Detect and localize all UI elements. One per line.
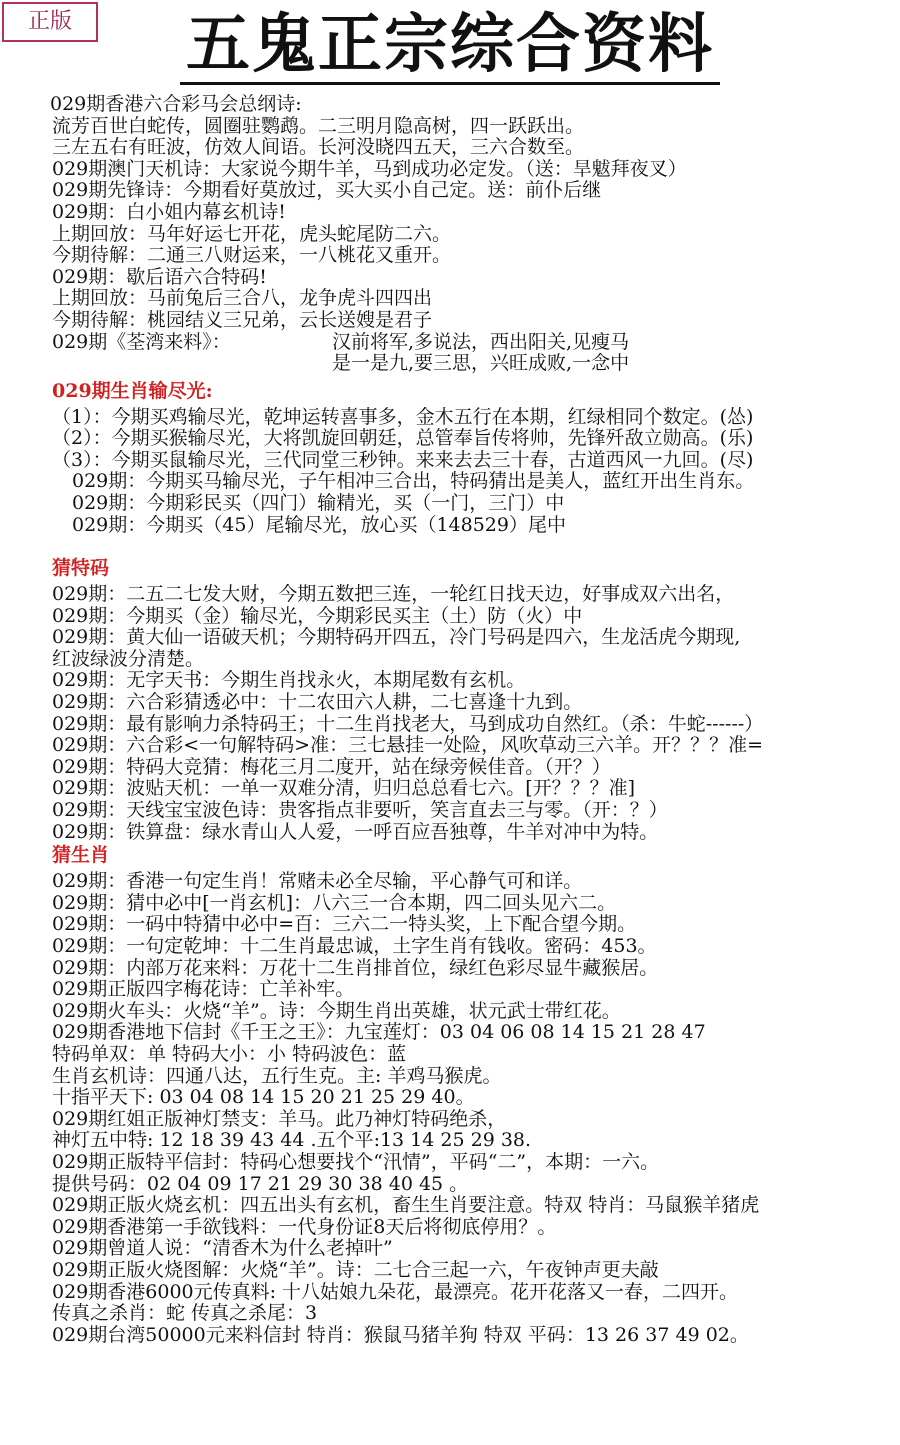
text-line: 029期香港6000元传真料: 十八姑娘九朵花，最漂亮。花开花落又一春，二四开。 bbox=[52, 1281, 739, 1303]
text-line: 029期：无字天书：今期生肖找永火，本期尾数有玄机。 bbox=[52, 670, 526, 692]
text-line: 029期正版四字梅花诗：亡羊补牢。 bbox=[52, 979, 355, 1001]
section-heading: 猜生肖 bbox=[52, 844, 110, 867]
text-line: 029期澳门天机诗：大家说今期牛羊，马到成功必定发。（送：旱魃拜夜叉） bbox=[52, 158, 687, 180]
text-line: 029期：一码中特猜中必中=百：三六二一特头奖，上下配合望今期。 bbox=[52, 914, 637, 936]
content-area bbox=[52, 94, 900, 1346]
text-line: 三左五右有旺波，仿效人间语。长河没晓四五天，三六合数至。 bbox=[52, 137, 585, 159]
text-line: 029期红姐正版神灯禁支：羊马。此乃神灯特码绝杀， bbox=[52, 1108, 507, 1130]
quanwan-poem bbox=[332, 332, 629, 375]
block-lose bbox=[52, 407, 900, 537]
text-line: 神灯五中特: 12 18 39 43 44 .五个平:13 14 25 29 38. bbox=[52, 1130, 532, 1152]
text-line: 029期先锋诗：今期看好莫放过，买大买小自己定。送：前仆后继 bbox=[52, 180, 602, 202]
text-line: 029期台湾50000元来料信封 特肖：猴鼠马猪羊狗 特双 平码：13 26 37 49 02。 bbox=[52, 1324, 749, 1346]
section-heading: 029期生肖输尽光: bbox=[52, 379, 213, 402]
text-line: 流芳百世白蛇传，圆圈驻鹦鹉。二三明月隐高树，四一跃跃出。 bbox=[52, 115, 585, 137]
edition-badge: 正版 bbox=[2, 2, 98, 42]
text-line: 029期：内部万花来料：万花十二生肖排首位，绿红色彩尽显牛藏猴居。 bbox=[52, 957, 659, 979]
text-line: 029期曾道人说：“清香木为什么老掉叶” bbox=[52, 1238, 393, 1260]
text-line: 029期：今期买（金）输尽光，今期彩民买主（土）防（火）中 bbox=[52, 605, 583, 627]
page-title bbox=[0, 6, 900, 84]
text-line: （3）：今期买鼠输尽光，三代同堂三秒钟。来来去去三十春，古道西风一九回。(尽) bbox=[52, 449, 754, 471]
text-line: 029期：特码大竞猜：梅花三月二度开，站在绿旁候佳音。（开？） bbox=[52, 756, 611, 778]
text-line: 029期：今期彩民买（四门）输精光，买（一门，三门）中 bbox=[72, 492, 565, 514]
text-line: 029期：天线宝宝波色诗：贵客指点非要听，笑言直去三与零。（开：？） bbox=[52, 800, 668, 822]
text-line: 029期火车头：火烧“羊”。诗：今期生肖出英雄，状元武士带红花。 bbox=[52, 1000, 621, 1022]
text-line: 029期：歇后语六合特码! bbox=[52, 266, 267, 288]
text-line: 特码单双：单 特码大小：小 特码波色：蓝 bbox=[52, 1043, 407, 1065]
text-line: 029期：二五二七发大财，今期五数把三连，一轮红日找天边，好事成双六出名， bbox=[52, 584, 735, 606]
quanwan-line: 是一是九,要三思，兴旺成败,一念中 bbox=[332, 352, 630, 375]
block-guess-code bbox=[52, 584, 900, 843]
text-line: 029期香港六合彩马会总纲诗: bbox=[50, 94, 302, 115]
text-line: 029期：一句定乾坤：十二生肖最忠诚，土字生肖有钱收。密码：453。 bbox=[52, 936, 657, 957]
section-heading: 猜特码 bbox=[52, 557, 110, 580]
text-line: 029期正版火烧玄机：四五出头有玄机，畜生生肖要注意。特双 特肖：马鼠猴羊猪虎 bbox=[52, 1195, 760, 1217]
text-line: 029期正版火烧图解：火烧“羊”。诗：二七合三起一六，午夜钟声更夫敲 bbox=[52, 1259, 659, 1281]
quanwan-block bbox=[52, 332, 900, 375]
text-line: 029期：猜中必中[一肖玄机]：八六三一合本期，四二回头见六二。 bbox=[52, 892, 617, 914]
text-line: 029期：六合彩猜透必中：十二农田六人耕，二七喜逢十九到。 bbox=[52, 692, 583, 714]
text-line: 今期待解：桃园结义三兄弟，云长送嫂是君子 bbox=[52, 309, 433, 331]
text-line: （1）：今期买鸡输尽光，乾坤运转喜事多，金木五行在本期，红绿相同个数定。(怂) bbox=[52, 406, 754, 428]
page-title-text: 五鬼正宗综合资料 bbox=[180, 7, 720, 85]
text-line: 029期香港地下信封《千王之王》：九宝莲灯：03 04 06 08 14 15 21 28 47 bbox=[52, 1022, 706, 1044]
text-line: 029期：黄大仙一语破天机；今期特码开四五，冷门号码是四六，生龙活虎今期现, bbox=[52, 627, 741, 649]
quanwan-line: 汉前将军,多说法，西出阳关,见瘦马 bbox=[332, 330, 630, 353]
text-line: 029期：六合彩<一句解特码>准：三七悬挂一处险，风吹草动三六羊。开？？？准= bbox=[52, 735, 764, 757]
text-line: 029期：铁算盘：绿水青山人人爱，一呼百应吾独尊，牛羊对冲中为特。 bbox=[52, 821, 659, 843]
text-line: 上期回放：马前兔后三合八，龙争虎斗四四出 bbox=[52, 288, 433, 310]
text-line: 029期：今期买（45）尾输尽光，放心买（148529）尾中 bbox=[72, 514, 566, 536]
text-line: （2）：今期买猴输尽光，大将凯旋回朝廷，总管奉旨传将帅，先锋歼敌立勋高。(乐) bbox=[52, 428, 754, 450]
text-line: 029期：最有影响力杀特码王；十二生肖找老大，马到成功自然红。（杀：牛蛇------） bbox=[52, 713, 764, 735]
quanwan-label: 029期《荃湾来料》： bbox=[52, 330, 231, 353]
text-line: 传真之杀肖：蛇 传真之杀尾：3 bbox=[52, 1303, 318, 1325]
text-line: 029期正版特平信封：特码心想要找个“汛情”，平码“二”，本期：一六。 bbox=[52, 1151, 660, 1173]
text-line: 029期香港第一手欲钱料：一代身份证8天后将彻底停用？。 bbox=[52, 1216, 557, 1238]
block-poems bbox=[52, 94, 900, 332]
text-line: 029期：香港一句定生肖！常赌未必全尽输，平心静气可和详。 bbox=[52, 871, 583, 893]
text-line: 029期：今期买马输尽光，子午相冲三合出，特码猜出是美人，蓝红开出生肖东。 bbox=[72, 471, 755, 493]
text-line: 今期待解：二通三八财运来，一八桃花又重开。 bbox=[52, 245, 452, 267]
text-line: 红波绿波分清楚。 bbox=[52, 648, 205, 670]
text-line: 十指平天下: 03 04 08 14 15 20 21 25 29 40。 bbox=[52, 1087, 475, 1109]
block-guess-zodiac bbox=[52, 871, 900, 1346]
text-line: 029期：白小姐内幕玄机诗! bbox=[52, 201, 286, 223]
text-line: 提供号码：02 04 09 17 21 29 30 38 40 45 。 bbox=[52, 1173, 469, 1195]
text-line: 生肖玄机诗：四通八达，五行生克。主: 羊鸡马猴虎。 bbox=[52, 1065, 502, 1087]
text-line: 上期回放：马年好运七开花，虎头蛇尾防二六。 bbox=[52, 223, 452, 245]
text-line: 029期：波贴天机：一单一双难分清，归归总总看七六。[开？？？准] bbox=[52, 778, 636, 800]
